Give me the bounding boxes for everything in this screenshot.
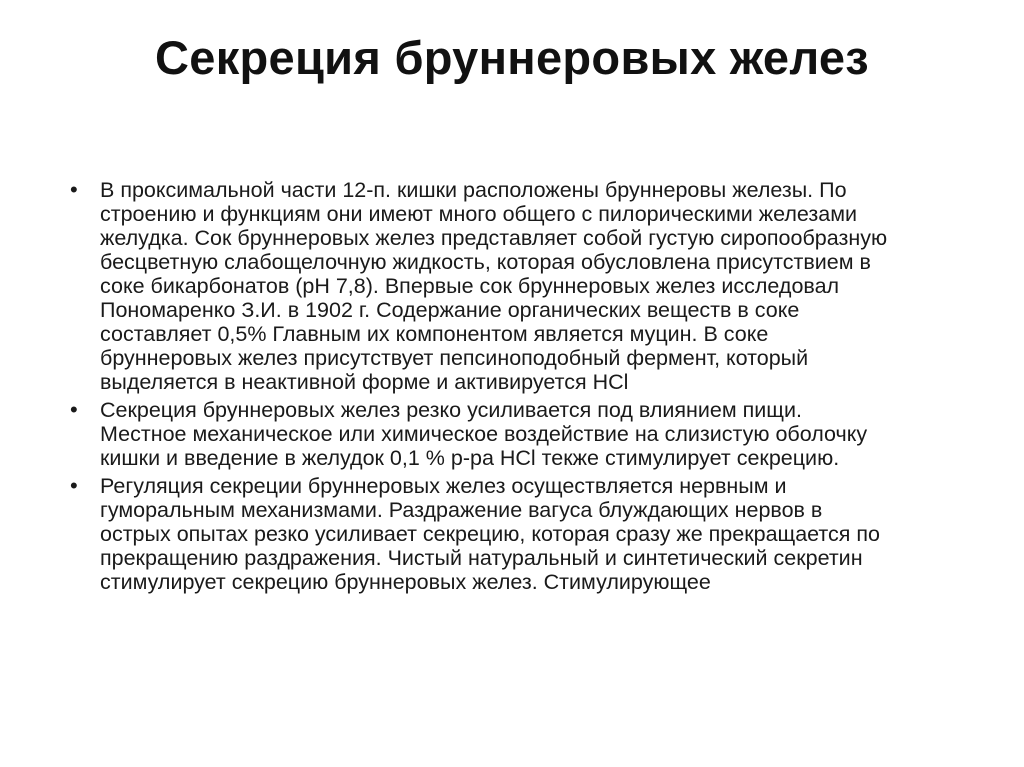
text-line: гуморальным механизмами. Раздражение вагуса блуждающих нервов в	[100, 498, 823, 522]
text-line: Местное механическое или химическое воздействие на слизистую оболочку	[100, 422, 868, 446]
text-line: желудка. Сок бруннеровых желез представляет собой густую сиропообразную	[100, 226, 888, 250]
bullet-list	[70, 178, 970, 598]
text-line: острых опытах резко усиливает секрецию, которая сразу же прекращается по	[100, 522, 880, 546]
text-line: строению и функциям они имеют много общего с пилорическими железами	[100, 202, 857, 226]
text-line: бесцветную слабощелочную жидкость, которая обусловлена присутствием в	[100, 250, 871, 274]
bullet-item-2	[70, 398, 970, 470]
bullet-text	[100, 178, 970, 394]
slide-title: Секреция бруннеровых желез	[155, 31, 869, 84]
text-line: В проксимальной части 12-п. кишки расположены бруннеровы железы. По	[100, 178, 847, 202]
text-line: бруннеровых желез присутствует пепсиноподобный фермент, который	[100, 346, 809, 370]
bullet-dot-icon: •	[70, 177, 78, 202]
text-line: Регуляция секреции бруннеровых желез осуществляется нервным и	[100, 474, 787, 498]
text-line: соке бикарбонатов (рН 7,8). Впервые сок бруннеровых желез исследовал	[100, 274, 840, 298]
bullet-dot-icon: •	[70, 473, 78, 498]
bullet-text	[100, 474, 970, 594]
text-line: прекращению раздражения. Чистый натуральный и синтетический секретин	[100, 546, 863, 570]
text-line: кишки и введение в желудок 0,1 % р-ра HCl текже стимулирует секрецию.	[100, 446, 840, 470]
bullet-dot-icon: •	[70, 397, 78, 422]
bullet-item-1	[70, 178, 970, 394]
text-line: Секреция бруннеровых желез резко усиливается под влиянием пищи.	[100, 398, 802, 422]
bullet-text	[100, 398, 970, 470]
text-line: Пономаренко З.И. в 1902 г. Содержание органических веществ в соке	[100, 298, 800, 322]
text-line: выделяется в неактивной форме и активируется HCl	[100, 370, 629, 394]
text-line: стимулирует секрецию бруннеровых желез. Стимулирующее	[100, 570, 711, 594]
text-line: составляет 0,5% Главным их компонентом является муцин. В соке	[100, 322, 769, 346]
bullet-item-3	[70, 474, 970, 594]
